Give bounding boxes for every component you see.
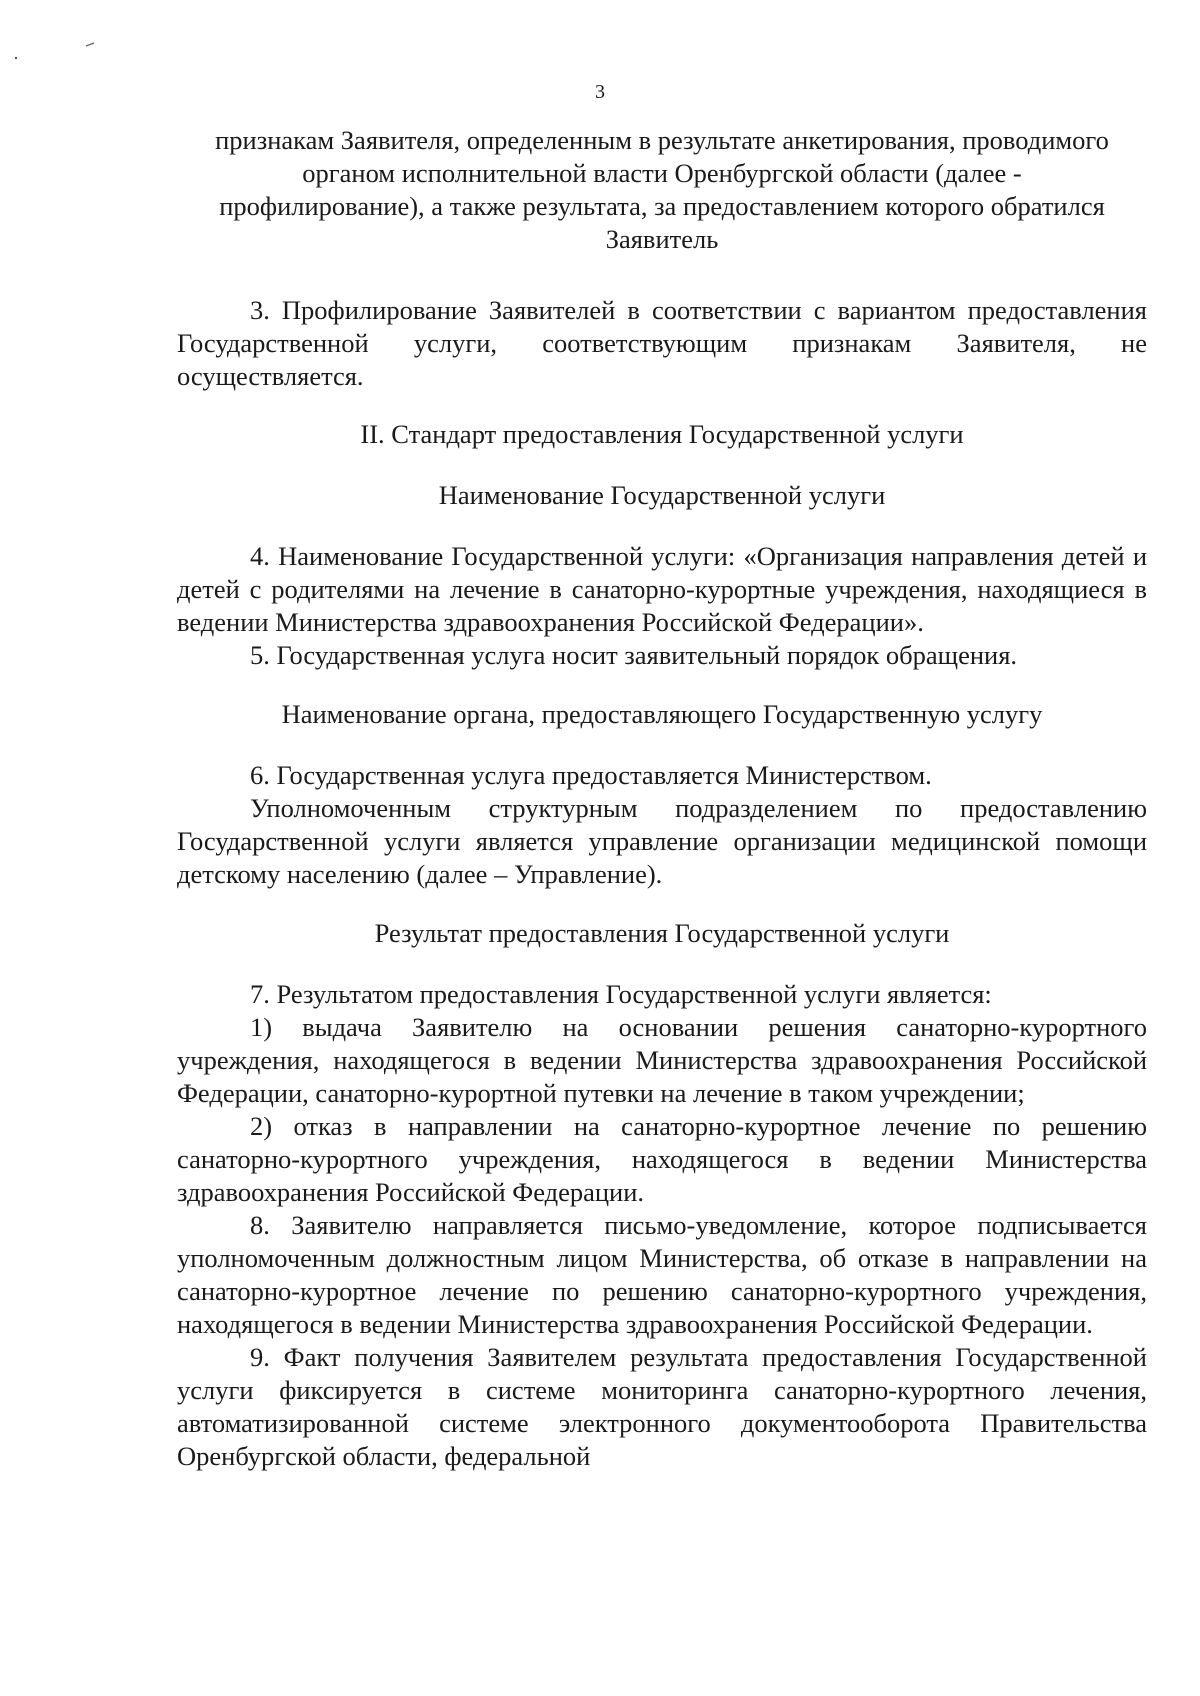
paragraph-6-continued: Уполномоченным структурным подразделением по предоставлению Государственной услуги является управление организации медицинской помощи детскому населению (далее – Управление). [177,793,1147,889]
paragraph-7-item-2: 2) отказ в направлении на санаторно-курортное лечение по решению санаторно-курортного учреждения, находящегося в ведении Министерства здравоохранения Российской Федерации. [177,1111,1147,1207]
intro-line-3: профилирование), а также результата, за предоставлением которого обратился [219,191,1105,221]
section-heading: II. Стандарт предоставления Государственной услуги [360,419,964,449]
paragraph-9: 9. Факт получения Заявителем результата предоставления Государственной услуги фиксируется в системе мониторинга санаторно-курортного лечения, автоматизированной системе электронного документооборота Правительства Оренбургской области, федеральной [177,1342,1147,1471]
document-body [177,124,1147,1473]
page-number: 3 [595,81,605,103]
paragraph-7-item-1: 1) выдача Заявителю на основании решения санаторно-курортного учреждения, находящегося в ведении Министерства здравоохранения Российской Федерации, санаторно-курортной путевки на лечение в таком учреждении; [177,1012,1147,1108]
intro-line-4: Заявитель [605,224,719,254]
intro-line-2: органом исполнительной власти Оренбургской области (далее - [302,158,1022,188]
scan-specks [8,40,98,70]
paragraph-7: 7. Результатом предоставления Государственной услуги является: [250,979,992,1009]
subheading-service-name: Наименование Государственной услуги [438,480,886,510]
paragraph-8: 8. Заявителю направляется письмо-уведомление, которое подписывается уполномоченным должностным лицом Министерства, об отказе в направлении на санаторно-курортное лечение по решению санаторно-курортного учреждения, находящегося в ведении Министерства здравоохранения Российской Федерации. [177,1210,1147,1339]
subheading-authority: Наименование органа, предоставляющего Государственную услугу [281,699,1043,729]
subheading-result: Результат предоставления Государственной услуги [374,918,950,948]
paragraph-4: 4. Наименование Государственной услуги: «Организация направления детей и детей с родителями на лечение в санаторно-курортные учреждения, находящиеся в ведении Министерства здравоохранения Российской Федерации». [177,541,1147,637]
intro-line-1: признакам Заявителя, определенным в результате анкетирования, проводимого [215,125,1109,155]
paragraph-5: 5. Государственная услуга носит заявительный порядок обращения. [250,640,1018,670]
paragraph-6: 6. Государственная услуга предоставляется Министерством. [250,760,932,790]
paragraph-3: 3. Профилирование Заявителей в соответствии с вариантом предоставления Государственной услуги, соответствующим признакам Заявителя, не осуществляется. [177,295,1147,391]
